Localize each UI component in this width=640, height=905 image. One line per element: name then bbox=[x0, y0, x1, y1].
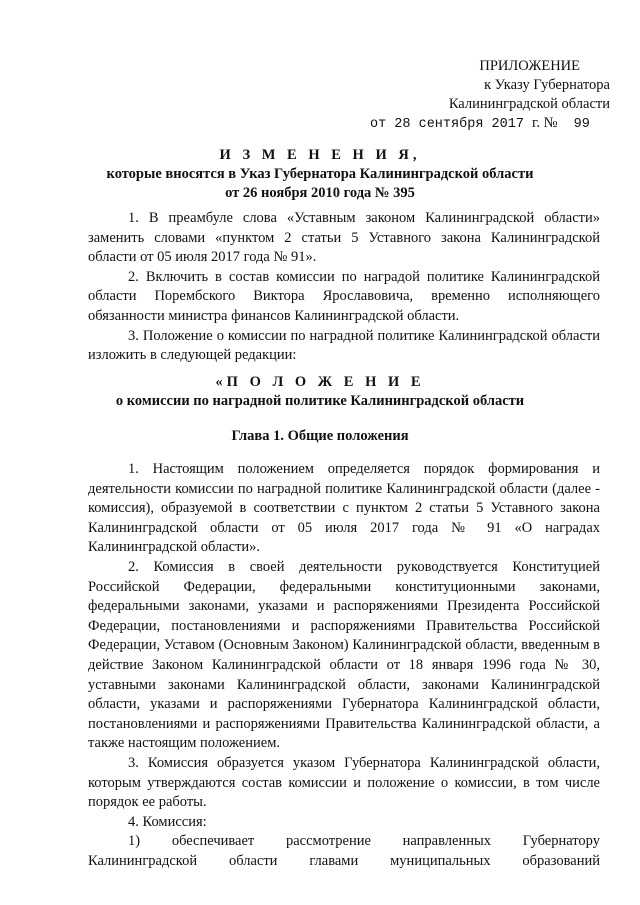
chapter-item: 2. Комиссия в своей деятельности руководствуется Конституцией Российской Федерации, федеральными конституционными законами, федеральными законами, указами и распоряжениями Президента Российской Федерации, постановлениями и распоряжениями Правительства Российской Федерации, Уставом (Основным Законом) Калининградской области, введенным в действие Законом Калининградской области от 18 января 1996 года № 30, уставными законами Калининградской области, законами Калининградской области, указами и распоряжениями Губернатора Калининградской области, постановлениями и распоряжениями Правительства Калининградской области, а также настоящим положением. bbox=[88, 558, 600, 752]
changes-list bbox=[88, 209, 600, 366]
changes-title: И З М Е Н Е Н И Я, bbox=[219, 147, 421, 163]
chapter-item: 3. Комиссия образуется указом Губернатора Калининградской области, которым утверждаются состав комиссии и положение о комиссии, в том числе порядок ее работы. bbox=[88, 754, 600, 811]
change-item: 2. Включить в состав комиссии по наградой политике Калининградской области Порембского Виктора Ярославовича, временно исполняющего обязанности министра финансов Калининградской области. bbox=[88, 268, 600, 324]
regulation-subtitle: о комиссии по наградной политике Калининградской области bbox=[115, 393, 525, 409]
change-item: 3. Положение о комиссии по наградной политике Калининградской области изложить в следующей редакции: bbox=[88, 327, 600, 364]
appendix-decree-ref: к Указу Губернатора bbox=[484, 77, 610, 93]
regulation-heading bbox=[85, 373, 555, 411]
appendix-date: от 28 сентября 2017 bbox=[370, 117, 524, 132]
appendix-title: ПРИЛОЖЕНИЕ bbox=[479, 58, 580, 74]
chapter-item: 1) обеспечивает рассмотрение направленных Губернатору Калининградской области главами муниципальных образований bbox=[88, 833, 600, 869]
chapter-items bbox=[88, 460, 600, 871]
appendix-region: Калининградской области bbox=[448, 96, 610, 112]
chapter-item: 1. Настоящим положением определяется порядок формирования и деятельности комиссии по наградной политике Калининградской области (далее - комиссия), образуемой в соответствии с пунктом 2 статьи 5 Уставного закона Калининградской области от 05 июля 2017 года № 91 «О наградах Калининградской области». bbox=[88, 461, 600, 556]
chapter-heading: Глава 1. Общие положения bbox=[231, 428, 409, 444]
changes-decree-date: от 26 ноября 2010 года № 395 bbox=[225, 185, 415, 201]
changes-subtitle: которые вносятся в Указ Губернатора Калининградской области bbox=[106, 166, 534, 182]
appendix-year-suffix: г. № bbox=[532, 115, 558, 131]
appendix-block bbox=[370, 57, 610, 134]
change-item: 1. В преамбуле слова «Уставным законом Калининградской области» заменить словами «пунктом 2 статьи 5 Уставного закона Калининградской области от 05 июля 2017 года № 91». bbox=[88, 210, 600, 266]
chapter-item: 4. Комиссия: bbox=[128, 813, 207, 830]
appendix-number: 99 bbox=[573, 117, 590, 132]
appendix-date-line bbox=[370, 114, 610, 134]
changes-heading bbox=[85, 146, 555, 203]
regulation-title: «П О Л О Ж Е Н И Е bbox=[215, 374, 425, 390]
